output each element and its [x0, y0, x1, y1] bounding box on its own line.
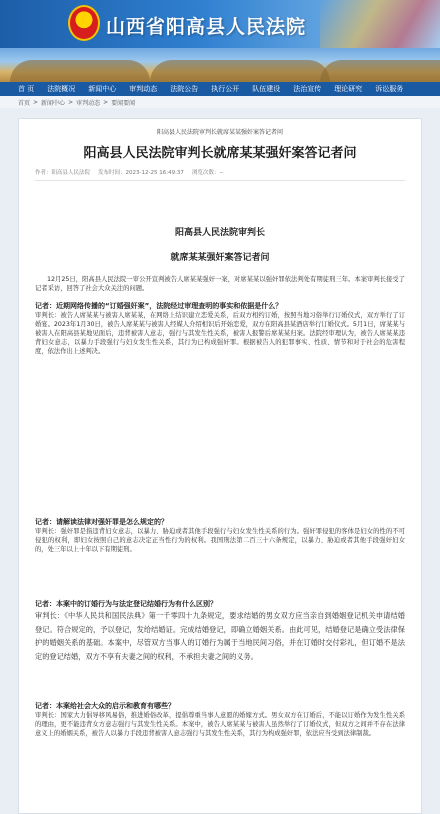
nav-item-team[interactable]: 队伍建设: [252, 85, 281, 93]
section-answer: 审判长：《中华人民共和国民法典》第一千零四十九条规定，要求结婚的男女双方应当亲自到婚姻登记机关申请结婚登记。符合规定的，予以登记，发给结婚证。完成结婚登记，即确立婚姻关系。由此可见，结婚登记是确立受法律保护的婚姻关系的基础。本案中，尽管双方当事人的订婚行为属于当地民间习俗，并在订婚时交付彩礼，但订婚不是法定的登记结婚，双方不享有夫妻之间的权利，不承担夫妻之间的义务。: [35, 611, 405, 661]
article-meta: [35, 168, 405, 181]
nav-item-news[interactable]: 新闻中心: [88, 85, 117, 93]
nav-item-law-promo[interactable]: 法治宣传: [293, 85, 322, 93]
section-question: 记者：近期网络传播的“订婚强奸案”，法院经过审理查明的事实和依据是什么？: [35, 302, 283, 310]
scene-hill: [320, 60, 440, 82]
breadcrumb-home[interactable]: 首页: [18, 99, 31, 107]
scene-hill: [10, 60, 150, 82]
section-question: 记者：请解读法律对强奸罪是怎么规定的？: [35, 518, 168, 526]
breadcrumb-current: 要闻要闻: [111, 99, 136, 107]
section-question: 记者：本案中的订婚行为与法定登记结婚行为有什么区别？: [35, 600, 217, 608]
article-intro: 12月25日，阳高县人民法院一审公开宣判被告人席某某强奸一案，对席某某以强奸罪依法判处有期徒刑三年。本案审判长接受了记者采访，回答了社会大众关注的问题。: [35, 276, 405, 292]
article-date: 发布时间：2023-12-25 16:49:37: [98, 170, 184, 176]
breadcrumb-trials[interactable]: 审判动态: [76, 99, 101, 107]
nav-item-overview[interactable]: 法院概况: [47, 85, 76, 93]
court-emblem-icon: [68, 5, 100, 41]
nav-item-services[interactable]: 诉讼服务: [375, 85, 404, 93]
site-banner: [0, 0, 440, 48]
article-body: [35, 225, 405, 765]
main-nav: [0, 82, 440, 96]
banner-scene: [0, 48, 440, 82]
court-title: 阳高县人民法院审判长: [174, 228, 265, 238]
nav-item-trials[interactable]: 审判动态: [129, 85, 158, 93]
section-question: 记者：本案给社会大众的启示和教育有哪些？: [35, 702, 175, 710]
section-answer: 审判长：强奸罪是指违背妇女意志，以暴力、胁迫或者其他手段强行与妇女发生性关系的行为。强奸罪侵犯的客体是妇女的性的不可侵犯的权利，即妇女按照自己的意志决定正当性行为的权利。我国刑法第二百三十六条规定，以暴力、胁迫或者其他手段强奸妇女的，处三年以上十年以下有期徒刑。: [35, 528, 405, 553]
section-answer: 审判长：国家大力倡导移风易俗，推进婚俗改革，提倡尊重当事人意愿的婚嫁方式。男女双方在订婚后，不能以订婚作为发生性关系的理由，更不能违背女方意志强行与其发生性关系。本案中，被告人席某某与被害人虽然举行了订婚仪式，但双方之间并不存在法律意义上的婚姻关系，被告人以暴力手段违背被害人意志强行与其发生性关系，其行为构成强奸罪，依法应当受到法律制裁。: [35, 712, 405, 737]
article-headline: 阳高县人民法院审判长就席某某强奸案答记者问: [83, 146, 357, 161]
case-title: 就席某某强奸案答记者问: [170, 253, 270, 263]
banner-art: [320, 0, 440, 48]
nav-item-notices[interactable]: 法院公告: [170, 85, 199, 93]
nav-item-research[interactable]: 理论研究: [334, 85, 363, 93]
article-views: 浏览次数：--: [191, 170, 224, 176]
breadcrumb-separator: >: [103, 98, 109, 106]
nav-item-execution[interactable]: 执行公开: [211, 85, 240, 93]
site-title: 山西省阳高县人民法院: [106, 16, 307, 38]
section-answer: 审判长：被告人席某某与被害人席某某，在网络上结识建立恋爱关系，后双方相约订婚，按照当地习俗举行订婚仪式，双方举行了订婚宴。2023年1月30日，被告人席某某与被害人经媒人介绍相识后开始恋爱，双方在阳高县某酒店举行订婚仪式。5月1日，席某某与被害人在阳高县某地见面后，违背被害人意志，强行与其发生性关系，被害人报警后席某某归案。法院经审理认为，被告人席某某违背妇女意志，以暴力手段强行与妇女发生性关系，其行为已构成强奸罪。根据被告人的犯罪事实、性质、情节和对于社会的危害程度，依法作出上述判决。: [35, 312, 405, 355]
breadcrumb-separator: >: [68, 98, 74, 106]
breadcrumb: [0, 96, 440, 108]
article-container: [18, 118, 422, 814]
article-subline: 阳高县人民法院审判长就席某某强奸案答记者问: [156, 129, 283, 136]
breadcrumb-news[interactable]: 新闻中心: [41, 99, 66, 107]
breadcrumb-separator: >: [33, 98, 39, 106]
nav-item-home[interactable]: 首 页: [18, 85, 35, 93]
scene-hill: [150, 60, 330, 82]
article-author: 作者：阳高县人民法院: [35, 170, 91, 176]
